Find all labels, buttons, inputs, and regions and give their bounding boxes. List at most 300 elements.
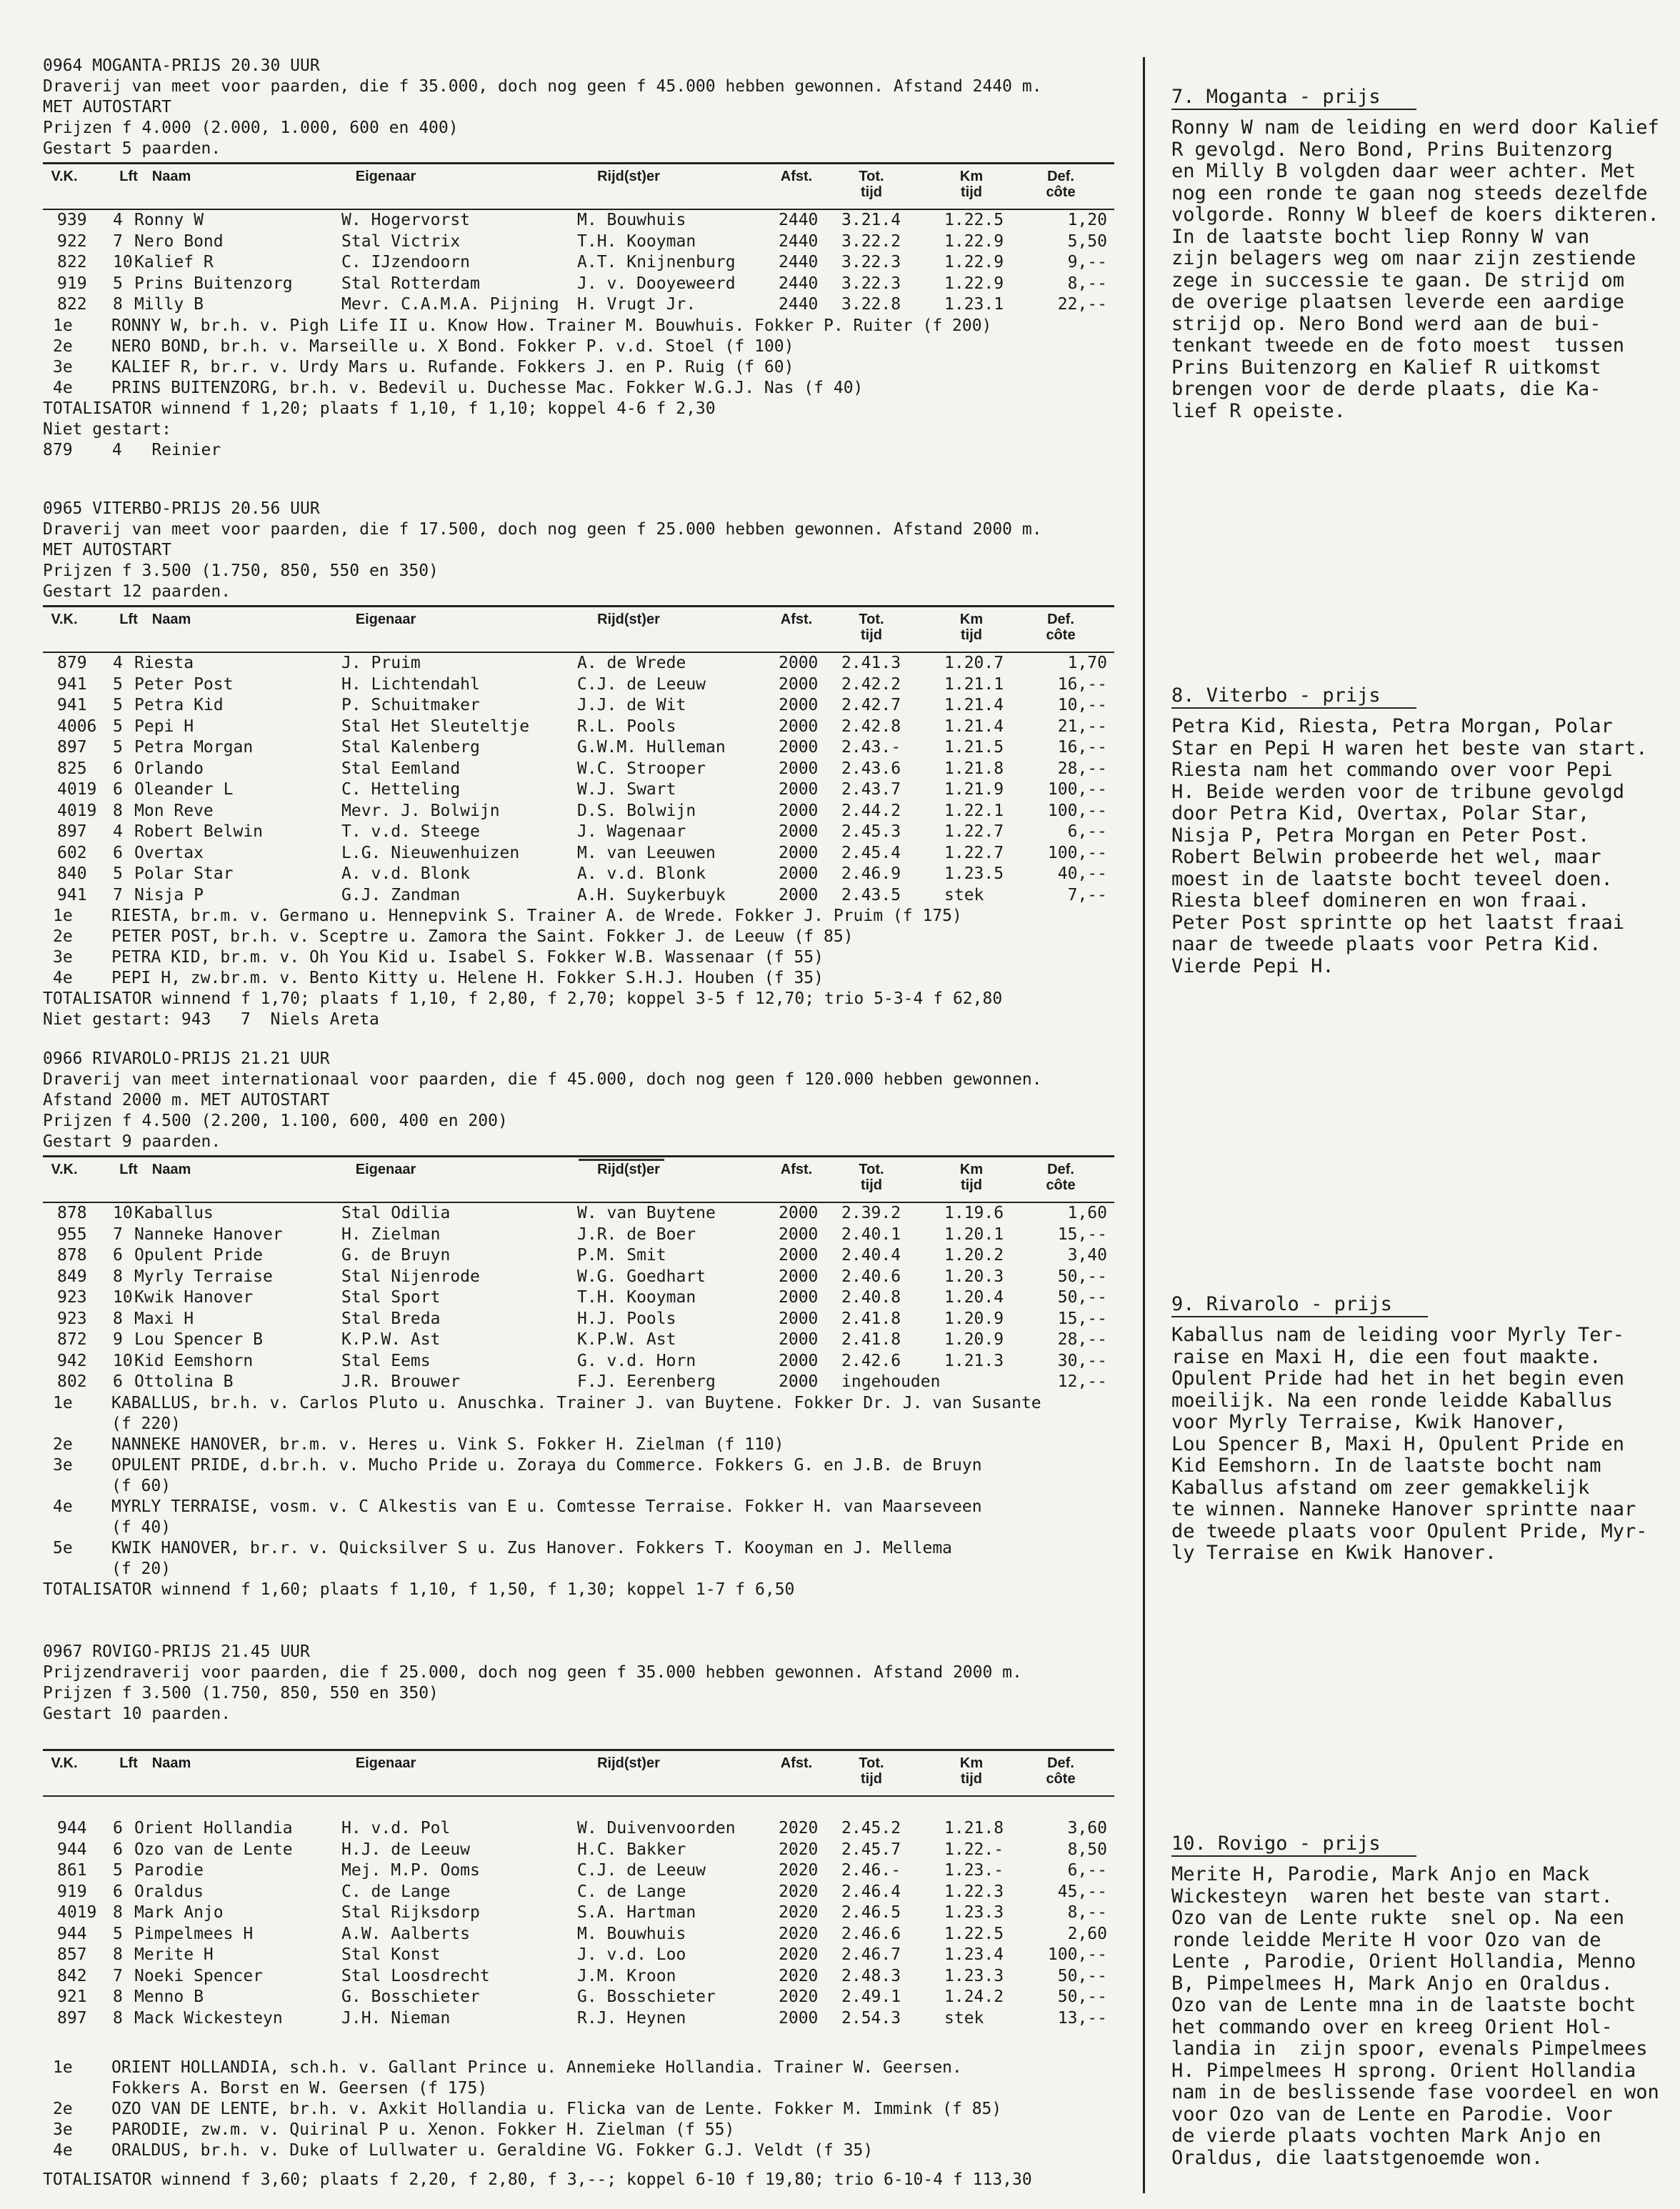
cell-lft: 8: [113, 801, 123, 820]
cell-def: 3,60: [1067, 1819, 1107, 1837]
table-row: [43, 1987, 1114, 2008]
race-conditions: Draverij van meet internationaal voor paarden, die f 45.000, doch nog geen f 120.000 hebben gewonnen. Afstand 2000 m. MET AUTOSTART Prijzen f 4.500 (2.200, 1.100, 600, 400 en 200) Gestart 9 paarden.: [43, 1070, 1042, 1151]
cell-afst: 2000: [779, 696, 819, 714]
cell-km: 1.20.9: [944, 1330, 1004, 1349]
cell-vk: 939: [57, 211, 87, 229]
race-title: 0964 MOGANTA-PRIJS 20.30 UUR: [43, 56, 320, 75]
cell-naam: Pimpelmees H: [134, 1924, 254, 1943]
cell-eig: Stal Victrix: [341, 231, 461, 251]
column-header-def: Def. côte: [1046, 1162, 1076, 1193]
table-row: [43, 695, 1114, 717]
cell-eig: Stal Eemland: [341, 759, 461, 778]
cell-eig: K.P.W. Ast: [341, 1330, 441, 1349]
cell-vk: 941: [57, 885, 87, 904]
cell-rijd: A. de Wrede: [577, 654, 686, 672]
column-header-vk: V.K.: [51, 1162, 78, 1177]
cell-km: stek: [944, 2008, 984, 2028]
column-header-naam: Naam: [151, 1755, 191, 1771]
cell-naam: Polar Star: [134, 864, 234, 883]
cell-eig: Mevr. J. Bolwijn: [341, 801, 500, 820]
finish-details: ORIENT HOLLANDIA, sch.h. v. Gallant Prince u. Annemieke Hollandia. Trainer W. Geersen. Fokkers A. Borst en W. Geersen (f 175): [111, 2058, 962, 2098]
cell-def: 50,--: [1057, 1966, 1107, 1985]
cell-afst: 2000: [779, 843, 819, 862]
table-row: [43, 294, 1114, 316]
finish-details: KWIK HANOVER, br.r. v. Quicksilver S u. Zus Hanover. Fokkers T. Kooyman en J. Mellema (f 20): [111, 1538, 953, 1578]
cell-def: 28,--: [1057, 759, 1107, 778]
column-header-lft: Lft: [119, 1755, 138, 1771]
cell-afst: 2000: [779, 759, 819, 778]
finish-position: 1e: [53, 1393, 73, 1412]
cell-afst: 2000: [779, 738, 819, 757]
cell-eig: Stal Eems: [341, 1351, 431, 1370]
cell-lft: 5: [113, 1861, 123, 1880]
finish-details: MYRLY TERRAISE, vosm. v. C Alkestis van E u. Comtesse Terraise. Fokker H. van Maarseveen (f 40): [111, 1497, 982, 1537]
table-row: [43, 1882, 1114, 1903]
cell-def: 13,--: [1057, 2008, 1107, 2028]
table-header: [43, 1749, 1114, 1797]
cell-eig: H.J. de Leeuw: [341, 1840, 471, 1859]
totalisator-footer: TOTALISATOR winnend f 3,60; plaats f 2,20, f 2,80, f 3,--; koppel 6-10 f 19,80; trio 6-10-4 f 113,30: [43, 2170, 1032, 2189]
cell-lft: 6: [113, 780, 123, 799]
race-conditions: Draverij van meet voor paarden, die f 17.500, doch nog geen f 25.000 hebben gewonnen. Afstand 2000 m. MET AUTOSTART Prijzen f 3.500 (1.750, 850, 550 en 350) Gestart 12 paarden.: [43, 520, 1042, 601]
finish-position: 4e: [53, 969, 73, 987]
cell-km: 1.20.3: [944, 1267, 1004, 1286]
finish-result: [43, 2120, 1114, 2140]
cell-rijd: P.M. Smit: [577, 1246, 666, 1265]
cell-km: 1.24.2: [944, 1988, 1004, 2006]
cell-lft: 4: [113, 211, 123, 229]
cell-eig: Stal Rotterdam: [341, 274, 480, 293]
table-row: [43, 1351, 1114, 1372]
cell-vk: 944: [57, 1819, 87, 1837]
cell-km: 1.20.7: [944, 654, 1004, 672]
cell-afst: 2020: [779, 1840, 819, 1859]
cell-rijd: R.L. Pools: [577, 717, 676, 736]
cell-naam: Pepi H: [134, 717, 194, 736]
column-header-lft: Lft: [119, 1162, 138, 1177]
cell-km: 1.23.1: [944, 295, 1004, 314]
cell-km: 1.22.9: [944, 231, 1004, 251]
cell-def: 21,--: [1057, 717, 1107, 736]
cell-vk: 942: [57, 1351, 87, 1370]
column-header-eig: Eigenaar: [355, 1162, 416, 1177]
column-header-afst: Afst.: [780, 1755, 813, 1771]
cell-naam: Nisja P: [134, 885, 204, 904]
cell-def: 50,--: [1057, 1267, 1107, 1286]
cell-vk: 897: [57, 738, 87, 757]
finish-position: 1e: [53, 316, 73, 335]
cell-def: 8,50: [1067, 1840, 1107, 1859]
cell-eig: Stal Nijenrode: [341, 1267, 480, 1286]
cell-vk: 802: [57, 1372, 87, 1391]
cell-km: 1.20.2: [944, 1246, 1004, 1265]
cell-km: 1.22.5: [944, 211, 1004, 229]
cell-tot: 2.43.6: [841, 759, 901, 778]
cell-km: 1.23.5: [944, 864, 1004, 883]
cell-vk: 923: [57, 1309, 87, 1328]
cell-km: 1.20.1: [944, 1225, 1004, 1244]
finish-position: 1e: [53, 907, 73, 925]
cell-vk: 919: [57, 1882, 87, 1901]
column-header-tot: Tot. tijd: [859, 1162, 884, 1193]
cell-km: 1.20.9: [944, 1309, 1004, 1328]
cell-def: 100,--: [1047, 801, 1107, 820]
cell-km: 1.19.6: [944, 1204, 1004, 1222]
cell-lft: 5: [113, 1924, 123, 1943]
cell-naam: Mack Wickesteyn: [134, 2008, 283, 2028]
finish-result: [43, 906, 1114, 927]
column-header-rijd: Rijd(st)er: [597, 1755, 660, 1771]
table-row: [43, 1372, 1114, 1393]
cell-lft: 6: [113, 1882, 123, 1901]
cell-km: 1.22.5: [944, 1924, 1004, 1943]
cell-eig: C. Hetteling: [341, 780, 461, 799]
column-header-vk: V.K.: [51, 612, 78, 627]
cell-vk: 878: [57, 1204, 87, 1222]
cell-afst: 2000: [779, 1267, 819, 1286]
cell-vk: 897: [57, 2008, 87, 2028]
commentary-title: 8. Viterbo - prijs: [1171, 684, 1416, 709]
cell-afst: 2440: [779, 231, 819, 251]
finish-position: 3e: [53, 2120, 73, 2139]
cell-afst: 2020: [779, 1924, 819, 1943]
cell-tot: 2.43.7: [841, 780, 901, 799]
cell-vk: 4019: [57, 780, 97, 799]
table-row: [43, 653, 1114, 674]
cell-rijd: S.A. Hartman: [577, 1903, 696, 1922]
cell-tot: 2.41.8: [841, 1330, 901, 1349]
column-header-afst: Afst.: [780, 1162, 813, 1177]
cell-km: 1.21.5: [944, 738, 1004, 757]
cell-naam: Merite H: [134, 1945, 214, 1964]
cell-def: 40,--: [1057, 864, 1107, 883]
cell-km: 1.22.7: [944, 843, 1004, 862]
cell-vk: 941: [57, 674, 87, 694]
cell-tot: 2.54.3: [841, 2008, 901, 2028]
cell-rijd: F.J. Eerenberg: [577, 1372, 716, 1391]
cell-naam: Kaballus: [134, 1204, 214, 1222]
cell-eig: T. v.d. Steege: [341, 822, 480, 841]
cell-naam: Myrly Terraise: [134, 1267, 273, 1286]
cell-eig: J. Pruim: [341, 654, 421, 672]
cell-km: 1.21.4: [944, 717, 1004, 736]
table-header: [43, 605, 1114, 653]
column-header-naam: Naam: [151, 169, 191, 184]
cell-naam: Oleander L: [134, 780, 234, 799]
cell-lft: 7: [113, 1225, 123, 1244]
finish-position: 2e: [53, 1435, 73, 1454]
race-title: 0966 RIVAROLO-PRIJS 21.21 UUR: [43, 1049, 330, 1068]
cell-km: 1.22.1: [944, 801, 1004, 820]
cell-eig: Stal Sport: [341, 1288, 441, 1307]
totalisator-footer: TOTALISATOR winnend f 1,60; plaats f 1,10, f 1,50, f 1,30; koppel 1-7 f 6,50: [43, 1580, 795, 1599]
cell-eig: H. Zielman: [341, 1225, 441, 1244]
cell-rijd: M. Bouwhuis: [577, 211, 686, 229]
table-row: [43, 1225, 1114, 1246]
cell-km: 1.23.-: [944, 1861, 1004, 1880]
cell-naam: Parodie: [134, 1861, 204, 1880]
cell-afst: 2000: [779, 801, 819, 820]
cell-afst: 2000: [779, 1225, 819, 1244]
cell-def: 6,--: [1067, 822, 1107, 841]
finish-position: 3e: [53, 948, 73, 967]
cell-vk: 944: [57, 1840, 87, 1859]
cell-tot: 2.46.7: [841, 1945, 901, 1964]
table-row: [43, 2008, 1114, 2030]
cell-naam: Ozo van de Lente: [134, 1840, 293, 1859]
race-title: 0967 ROVIGO-PRIJS 21.45 UUR: [43, 1642, 310, 1661]
commentary-rovigo: [1171, 1832, 1659, 2169]
cell-lft: 8: [113, 1267, 123, 1286]
cell-afst: 2000: [779, 780, 819, 799]
cell-naam: Ottolina B: [134, 1372, 234, 1391]
cell-rijd: T.H. Kooyman: [577, 231, 696, 251]
commentary-title: 10. Rovigo - prijs: [1171, 1832, 1416, 1857]
column-header-rijd: Rijd(st)er: [597, 169, 660, 184]
cell-eig: G.J. Zandman: [341, 885, 461, 904]
finish-position: 2e: [53, 2100, 73, 2118]
cell-rijd: D.S. Bolwijn: [577, 801, 696, 820]
table-row: [43, 1203, 1114, 1225]
cell-afst: 2000: [779, 822, 819, 841]
cell-def: 100,--: [1047, 843, 1107, 862]
cell-naam: Orlando: [134, 759, 204, 778]
cell-eig: L.G. Nieuwenhuizen: [341, 843, 520, 862]
cell-tot: 2.41.8: [841, 1309, 901, 1328]
cell-afst: 2440: [779, 211, 819, 229]
finish-details: OPULENT PRIDE, d.br.h. v. Mucho Pride u. Zoraya du Commerce. Fokkers G. en J.B. de Bruyn (f 60): [111, 1455, 982, 1495]
cell-eig: W. Hogervorst: [341, 211, 471, 229]
cell-eig: A. v.d. Blonk: [341, 864, 471, 883]
finish-details: KABALLUS, br.h. v. Carlos Pluto u. Anuschka. Trainer J. van Buytene. Fokker Dr. J. van Susante (f 220): [111, 1393, 1041, 1433]
column-header-tot: Tot. tijd: [859, 169, 884, 200]
cell-eig: J.R. Brouwer: [341, 1372, 461, 1391]
cell-tot: 2.44.2: [841, 801, 901, 820]
cell-rijd: J.R. de Boer: [577, 1225, 696, 1244]
cell-lft: 8: [113, 1988, 123, 2006]
column-divider: [1143, 57, 1145, 2193]
table-row: [43, 864, 1114, 885]
cell-tot: 2.40.8: [841, 1288, 901, 1307]
cell-eig: A.W. Aalberts: [341, 1924, 471, 1943]
cell-km: 1.22.9: [944, 253, 1004, 271]
cell-eig: G. de Bruyn: [341, 1246, 451, 1265]
commentary-title: 7. Moganta - prijs: [1171, 86, 1416, 110]
table-row: [43, 1860, 1114, 1882]
cell-km: 1.21.4: [944, 696, 1004, 714]
cell-rijd: T.H. Kooyman: [577, 1288, 696, 1307]
finish-position: 5e: [53, 1538, 73, 1557]
cell-naam: Nero Bond: [134, 231, 224, 251]
finish-result: [43, 1393, 1114, 1435]
cell-rijd: H. Vrugt Jr.: [577, 295, 696, 314]
cell-vk: 4019: [57, 801, 97, 820]
cell-afst: 2020: [779, 1966, 819, 1985]
cell-afst: 2440: [779, 274, 819, 293]
cell-def: 7,--: [1067, 885, 1107, 904]
cell-tot: 2.46.4: [841, 1882, 901, 1901]
cell-vk: 941: [57, 696, 87, 714]
finish-details: PARODIE, zw.m. v. Quirinal P u. Xenon. Fokker H. Zielman (f 55): [111, 2120, 735, 2139]
cell-def: 30,--: [1057, 1351, 1107, 1370]
cell-vk: 944: [57, 1924, 87, 1943]
finish-details: NERO BOND, br.h. v. Marseille u. X Bond. Fokker P. v.d. Stoel (f 100): [111, 336, 794, 356]
cell-afst: 2000: [779, 1204, 819, 1222]
finish-result: [43, 378, 1114, 399]
cell-km: stek: [944, 885, 984, 904]
finish-result: [43, 2140, 1114, 2161]
finish-result: [43, 2099, 1114, 2120]
cell-tot: 2.45.2: [841, 1819, 901, 1837]
cell-vk: 897: [57, 822, 87, 841]
cell-km: 1.21.3: [944, 1351, 1004, 1370]
finish-result: [43, 336, 1114, 357]
table-row: [43, 231, 1114, 253]
cell-afst: 2020: [779, 1903, 819, 1922]
table-row: [43, 210, 1114, 231]
cell-naam: Petra Morgan: [134, 738, 254, 757]
cell-eig: Stal Konst: [341, 1945, 441, 1964]
cell-rijd: J.M. Kroon: [577, 1966, 676, 1985]
cell-def: 10,--: [1057, 696, 1107, 714]
column-header-tot: Tot. tijd: [859, 1755, 884, 1787]
cell-naam: Maxi H: [134, 1309, 194, 1328]
race-conditions: Draverij van meet voor paarden, die f 35.000, doch nog geen f 45.000 hebben gewonnen. Afstand 2440 m. MET AUTOSTART Prijzen f 4.000 (2.000, 1.000, 600 en 400) Gestart 5 paarden.: [43, 77, 1042, 158]
cell-rijd: J. v.d. Loo: [577, 1945, 686, 1964]
cell-eig: Stal Breda: [341, 1309, 441, 1328]
cell-afst: 2000: [779, 2008, 819, 2028]
cell-afst: 2000: [779, 654, 819, 672]
cell-eig: H. v.d. Pol: [341, 1819, 451, 1837]
cell-tot: 2.48.3: [841, 1966, 901, 1985]
cell-afst: 2000: [779, 1288, 819, 1307]
cell-vk: 857: [57, 1945, 87, 1964]
cell-tot: 3.22.2: [841, 231, 901, 251]
table-row: [43, 1818, 1114, 1840]
column-header-km: Km tijd: [959, 1162, 984, 1193]
cell-lft: 8: [113, 1945, 123, 1964]
column-header-tot: Tot. tijd: [859, 612, 884, 643]
cell-tot: 2.49.1: [841, 1988, 901, 2006]
cell-naam: Riesta: [134, 654, 194, 672]
cell-tot: 2.42.8: [841, 717, 901, 736]
column-header-afst: Afst.: [780, 169, 813, 184]
cell-tot: 2.46.-: [841, 1861, 901, 1880]
cell-def: 100,--: [1047, 780, 1107, 799]
cell-eig: Stal Kalenberg: [341, 738, 480, 757]
cell-rijd: W.C. Strooper: [577, 759, 706, 778]
finish-details: PETRA KID, br.m. v. Oh You Kid u. Isabel S. Fokker W.B. Wassenaar (f 55): [111, 948, 824, 967]
column-header-rijd: Rijd(st)er: [597, 612, 660, 627]
cell-tot: 2.45.3: [841, 822, 901, 841]
column-header-afst: Afst.: [780, 612, 813, 627]
cell-eig: P. Schuitmaker: [341, 696, 480, 714]
cell-rijd: W. Duivenvoorden: [577, 1819, 736, 1837]
cell-naam: Lou Spencer B: [134, 1330, 264, 1349]
cell-lft: 5: [113, 717, 123, 736]
finish-result: [43, 1497, 1114, 1538]
commentary-text: Petra Kid, Riesta, Petra Morgan, Polar Star en Pepi H waren het beste van start. Riesta nam het commando over voor Pepi H. Beide werden voor de tribune gevolgd door Petra Kid, Overtax, Polar Star, Nisja P, Petra Morgan en Peter Post. Robert Belwin probeerde het wel, maar moest in de laatste bocht teveel doen. Riesta bleef domineren en won fraai. Peter Post sprintte op het laatst fraai naar de tweede plaats voor Petra Kid. Vierde Pepi H.: [1171, 715, 1648, 977]
cell-vk: 4006: [57, 717, 97, 736]
cell-tot: 3.22.3: [841, 274, 901, 293]
column-header-vk: V.K.: [51, 169, 78, 184]
column-header-eig: Eigenaar: [355, 169, 416, 184]
cell-tot: 2.43.-: [841, 738, 901, 757]
cell-afst: 2020: [779, 1861, 819, 1880]
cell-rijd: G.W.M. Hulleman: [577, 738, 726, 757]
table-row: [43, 801, 1114, 822]
cell-def: 100,--: [1047, 1945, 1107, 1964]
cell-naam: Noeki Spencer: [134, 1966, 264, 1985]
cell-lft: 5: [113, 674, 123, 694]
race-block: [43, 56, 1114, 461]
finish-details: NANNEKE HANOVER, br.m. v. Heres u. Vink S. Fokker H. Zielman (f 110): [111, 1435, 784, 1454]
finish-result: [43, 1435, 1114, 1455]
cell-def: 28,--: [1057, 1330, 1107, 1349]
cell-vk: 4019: [57, 1903, 97, 1922]
cell-tot: 2.40.6: [841, 1267, 901, 1286]
cell-def: 22,--: [1057, 295, 1107, 314]
commentary-text: Merite H, Parodie, Mark Anjo en Mack Wickesteyn waren het beste van start. Ozo van de Lente rukte snel op. Na een ronde leidde Merite H voor Ozo van de Lente , Parodie, Orient Hollandia, Menno B, Pimpelmees H, Mark Anjo en Oraldus. Ozo van de Lente mna in de laatste bocht het commando over en kreeg Orient Hol- landia in zijn spoor, evenals Pimpelmees H. Pimpelmees H sprong. Orient Hollandia nam in de beslissende fase voordeel en won voor Ozo van de Lente en Parodie. Voor de vierde plaats vochten Mark Anjo en Oraldus, die laatstgenoemde won.: [1171, 1863, 1659, 2169]
cell-eig: Mevr. C.A.M.A. Pijning: [341, 295, 559, 314]
commentary-moganta: [1171, 86, 1659, 422]
cell-vk: 840: [57, 864, 87, 883]
column-header-km: Km tijd: [959, 169, 984, 200]
column-header-eig: Eigenaar: [355, 612, 416, 627]
finish-details: RIESTA, br.m. v. Germano u. Hennepvink S. Trainer A. de Wrede. Fokker J. Pruim (f 175): [111, 907, 962, 925]
table-row: [43, 1309, 1114, 1330]
cell-tot: 2.46.6: [841, 1924, 901, 1943]
race-conditions: Prijzendraverij voor paarden, die f 25.000, doch nog geen f 35.000 hebben gewonnen. Afstand 2000 m. Prijzen f 3.500 (1.750, 850, 550 en 350) Gestart 10 paarden.: [43, 1663, 1022, 1723]
column-header-km: Km tijd: [959, 1755, 984, 1787]
cell-lft: 4: [113, 654, 123, 672]
finish-details: RONNY W, br.h. v. Pigh Life II u. Know How. Trainer M. Bouwhuis. Fokker P. Ruiter (f 200): [111, 316, 992, 335]
finish-result: [43, 1538, 1114, 1580]
totalisator-footer: TOTALISATOR winnend f 1,20; plaats f 1,10, f 1,10; koppel 4-6 f 2,30 Niet gestart: 879 4 Reinier: [43, 399, 716, 459]
finish-result: [43, 1455, 1114, 1497]
cell-naam: Kwik Hanover: [134, 1288, 254, 1307]
cell-tot: 2.40.1: [841, 1225, 901, 1244]
cell-km: 1.22.7: [944, 822, 1004, 841]
cell-def: 50,--: [1057, 1988, 1107, 2006]
finish-position: 2e: [53, 336, 73, 356]
cell-def: 15,--: [1057, 1225, 1107, 1244]
cell-eig: Stal Loosdrecht: [341, 1966, 490, 1985]
cell-rijd: G. Bosschieter: [577, 1988, 716, 2006]
cell-rijd: C.J. de Leeuw: [577, 674, 706, 694]
cell-naam: Kalief R: [134, 253, 214, 271]
cell-tot: 3.21.4: [841, 211, 901, 229]
cell-tot: 2.42.7: [841, 696, 901, 714]
cell-tot: 2.40.4: [841, 1246, 901, 1265]
race-block: [43, 1642, 1114, 2190]
commentary-title: 9. Rivarolo - prijs: [1171, 1293, 1428, 1317]
finish-result: [43, 968, 1114, 989]
cell-lft: 10: [113, 1288, 133, 1307]
cell-tot: ingehouden: [841, 1372, 941, 1391]
cell-rijd: W. van Buytene: [577, 1204, 716, 1222]
cell-km: 1.21.8: [944, 759, 1004, 778]
finish-details: ORALDUS, br.h. v. Duke of Lullwater u. Geraldine VG. Fokker G.J. Veldt (f 35): [111, 2141, 874, 2160]
cell-vk: 842: [57, 1966, 87, 1985]
cell-naam: Mon Reve: [134, 801, 214, 820]
table-header: [43, 1155, 1114, 1203]
cell-tot: 2.42.6: [841, 1351, 901, 1370]
column-header-vk: V.K.: [51, 1755, 78, 1771]
table-row: [43, 274, 1114, 295]
cell-def: 3,40: [1067, 1246, 1107, 1265]
cell-afst: 2020: [779, 1882, 819, 1901]
